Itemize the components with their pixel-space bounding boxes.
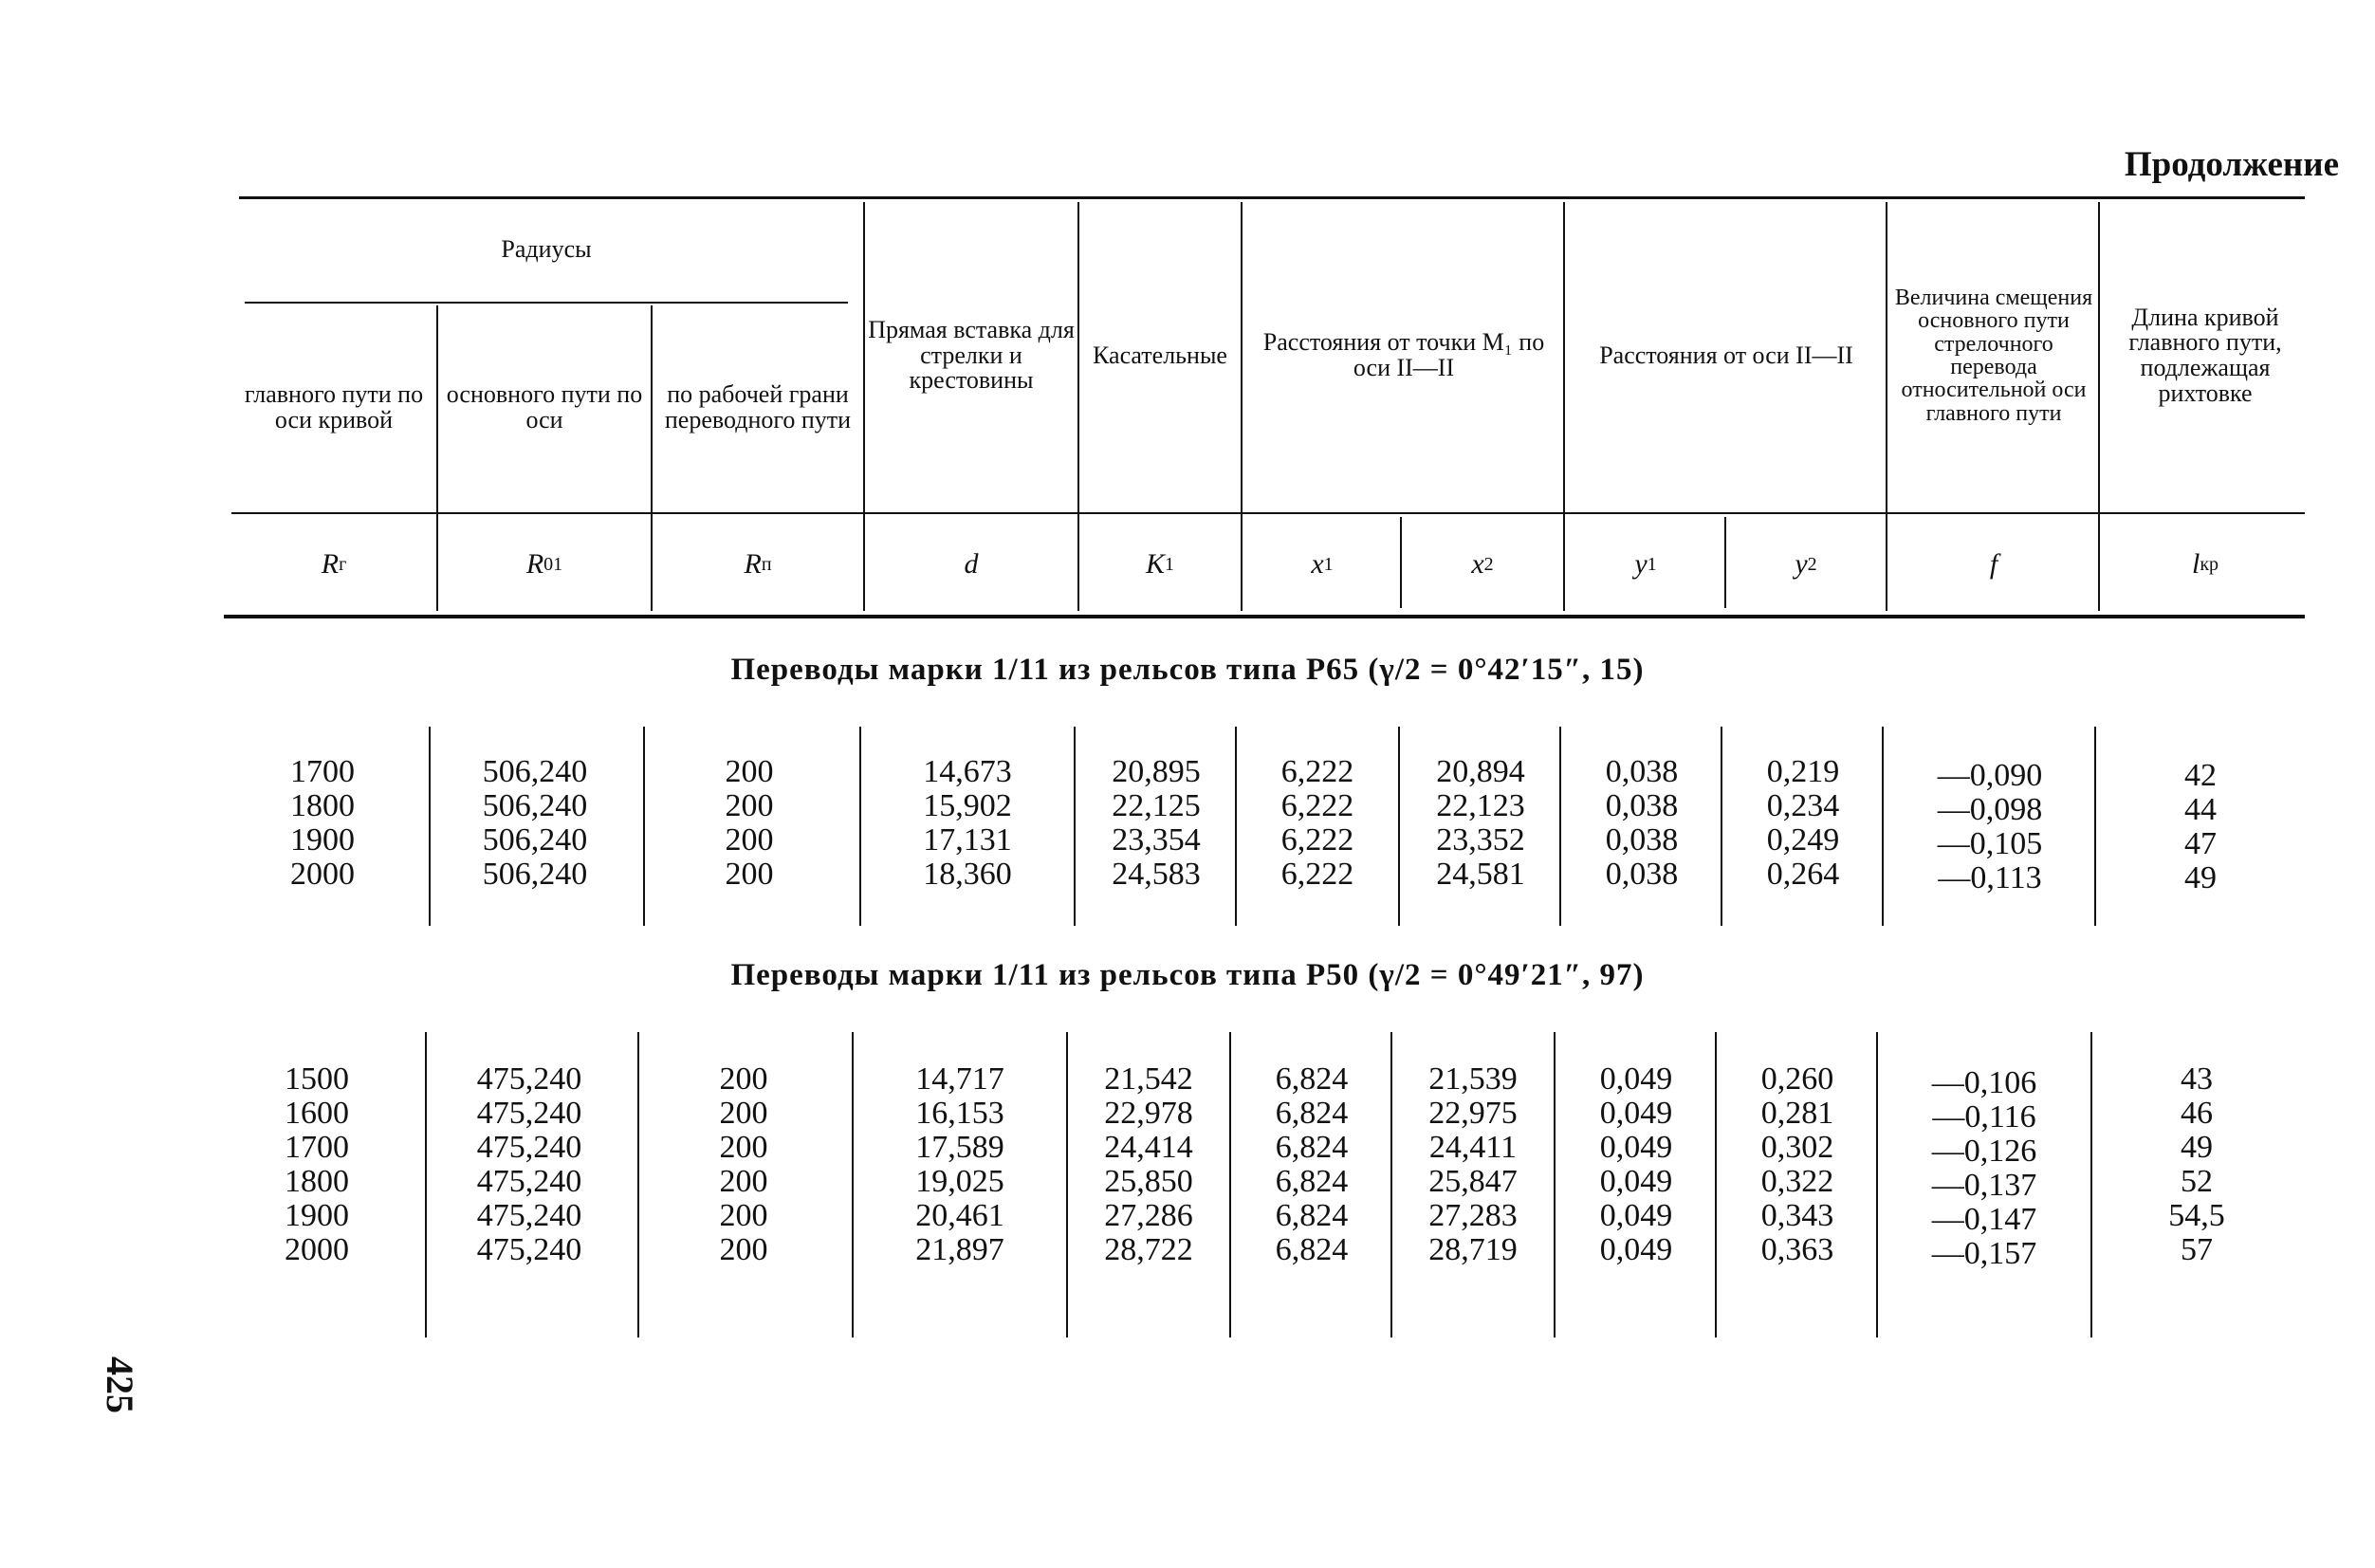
body-divider — [1715, 1032, 1717, 1337]
body-divider — [1066, 1032, 1068, 1337]
cell: —0,126 — [1931, 1134, 2037, 1169]
cell: 1700 — [290, 754, 355, 789]
table-header-bottom-rule — [224, 615, 2305, 618]
cell: 17,131 — [923, 822, 1012, 858]
cell: 27,286 — [1104, 1198, 1193, 1233]
page-number: 425 — [99, 1356, 141, 1413]
cell: 0,049 — [1599, 1130, 1673, 1165]
col-y2-p65 — [1724, 755, 1882, 892]
cell: 1900 — [290, 822, 355, 858]
body-divider — [1390, 1032, 1392, 1337]
cell: 0,219 — [1766, 754, 1840, 789]
cell: 20,461 — [915, 1198, 1004, 1233]
col-K1-p65 — [1077, 755, 1235, 892]
cell: 200 — [719, 1096, 768, 1131]
cell: 475,240 — [476, 1232, 582, 1267]
cell: 1800 — [290, 788, 355, 823]
header-divider — [651, 305, 653, 611]
col-x2-p65 — [1402, 755, 1559, 892]
cell: 6,824 — [1275, 1232, 1349, 1267]
cell: —0,090 — [1937, 758, 2043, 793]
symbol-y2: y 2 — [1795, 548, 1817, 580]
cell: 19,025 — [915, 1164, 1004, 1199]
symbol-y1: y 1 — [1634, 548, 1657, 580]
cell: 22,975 — [1428, 1096, 1518, 1131]
cell: 27,283 — [1428, 1198, 1518, 1233]
cell: 475,240 — [476, 1198, 582, 1233]
cell: —0,147 — [1931, 1202, 2037, 1237]
cell: 1600 — [285, 1096, 349, 1131]
cell: 43 — [2181, 1061, 2213, 1097]
cell: 0,049 — [1599, 1198, 1673, 1233]
cell: 52 — [2181, 1164, 2213, 1199]
col-y2-p50 — [1719, 1062, 1876, 1267]
col-R01-p65 — [440, 755, 630, 892]
header-working-edge-radius: по рабочей грани переводного пути — [664, 380, 852, 434]
cell: 1800 — [285, 1164, 349, 1199]
cell: 200 — [725, 754, 774, 789]
cell: 47 — [2184, 826, 2217, 861]
symbol-row-rule — [231, 512, 2305, 514]
cell: 0,249 — [1766, 822, 1840, 858]
cell: 2000 — [290, 857, 355, 892]
cell: 20,895 — [1112, 754, 1201, 789]
cell: 6,824 — [1275, 1198, 1349, 1233]
cell: 15,902 — [923, 788, 1012, 823]
body-divider — [852, 1032, 854, 1337]
body-divider — [1882, 727, 1884, 926]
symbol-d: d — [964, 548, 979, 580]
cell: 0,302 — [1760, 1130, 1834, 1165]
symbol-f: f — [1989, 548, 1998, 580]
col-y1-p65 — [1563, 755, 1721, 892]
cell: 1700 — [285, 1130, 349, 1165]
header-divider — [1724, 517, 1726, 608]
header-divider — [1563, 202, 1565, 611]
cell: 200 — [725, 788, 774, 823]
col-Rp-p50 — [649, 1062, 838, 1267]
col-R01-p50 — [434, 1062, 624, 1267]
cell: 46 — [2181, 1096, 2213, 1131]
cell: —0,113 — [1938, 860, 2042, 895]
header-radii: Радиусы — [501, 234, 592, 263]
header-offset: Величина смещения основного пути стрелочного перевода относительной оси главного пути — [1894, 285, 2093, 426]
cell: 6,824 — [1275, 1130, 1349, 1165]
body-divider — [425, 1032, 427, 1337]
cell: 6,824 — [1275, 1061, 1349, 1097]
cell: 0,049 — [1599, 1164, 1673, 1199]
header-base-path-radius: основного пути по оси — [446, 380, 643, 434]
cell: 0,281 — [1760, 1096, 1834, 1131]
symbol-x2: x 2 — [1471, 548, 1494, 580]
col-lkr-p50 — [2094, 1062, 2299, 1267]
cell: 6,222 — [1280, 857, 1354, 892]
cell: 24,411 — [1428, 1130, 1518, 1165]
continuation-label: Продолжение — [2124, 145, 2339, 184]
radii-group-rule — [245, 302, 848, 304]
cell: 28,719 — [1428, 1232, 1518, 1267]
cell: 23,352 — [1436, 822, 1525, 858]
cell: 0,049 — [1599, 1061, 1673, 1097]
cell: 200 — [719, 1061, 768, 1097]
cell: 475,240 — [476, 1130, 582, 1165]
body-divider — [429, 727, 431, 926]
symbol-K1: K 1 — [1145, 548, 1174, 580]
cell: 24,581 — [1436, 857, 1525, 892]
header-dist-from-axis: Расстояния от оси II—II — [1599, 341, 1853, 369]
cell: —0,105 — [1937, 826, 2043, 861]
cell: 22,978 — [1104, 1096, 1193, 1131]
cell: 6,222 — [1280, 788, 1354, 823]
section-title-p50: Переводы марки 1/11 из рельсов типа Р50 (γ/2 = 0°49′21″, 97) — [730, 958, 1645, 992]
cell: 506,240 — [482, 754, 588, 789]
cell: 0,049 — [1599, 1096, 1673, 1131]
col-x2-p50 — [1394, 1062, 1552, 1267]
symbol-lkr: l кр — [2191, 548, 2219, 580]
body-divider — [1235, 727, 1237, 926]
col-Rg-p65 — [247, 755, 398, 892]
header-tangents: Касательные — [1093, 341, 1227, 369]
cell: 475,240 — [476, 1096, 582, 1131]
col-lkr-p65 — [2098, 759, 2303, 895]
symbol-x1: x 1 — [1311, 548, 1334, 580]
cell: 200 — [719, 1164, 768, 1199]
cell: 17,589 — [915, 1130, 1004, 1165]
cell: 2000 — [285, 1232, 349, 1267]
header-curve-length: Длина кривой главного пути, подлежащая рихтовке — [2128, 303, 2282, 407]
cell: —0,137 — [1931, 1168, 2037, 1203]
header-divider — [2098, 202, 2100, 611]
cell: 200 — [719, 1232, 768, 1267]
cell: 506,240 — [482, 822, 588, 858]
col-Rp-p65 — [654, 755, 844, 892]
cell: 0,049 — [1599, 1232, 1673, 1267]
symbol-Rp: R п — [744, 548, 772, 580]
cell: 28,722 — [1104, 1232, 1193, 1267]
header-main-path-radius: главного пути по оси кривой — [244, 380, 424, 434]
cell: 44 — [2184, 792, 2217, 827]
cell: 475,240 — [476, 1061, 582, 1097]
col-x1-p65 — [1239, 755, 1396, 892]
cell: 0,363 — [1760, 1232, 1834, 1267]
cell: 49 — [2184, 860, 2217, 895]
body-divider — [1074, 727, 1076, 926]
header-divider — [1400, 517, 1402, 608]
header-divider — [863, 202, 865, 611]
cell: 23,354 — [1112, 822, 1201, 858]
col-x1-p50 — [1233, 1062, 1390, 1267]
cell: 0,038 — [1605, 822, 1679, 858]
cell: —0,106 — [1931, 1065, 2037, 1100]
cell: 49 — [2181, 1130, 2213, 1165]
symbol-R01: R 01 — [525, 548, 563, 580]
cell: 22,125 — [1112, 788, 1201, 823]
body-divider — [1398, 727, 1400, 926]
cell: 475,240 — [476, 1164, 582, 1199]
cell: 18,360 — [923, 857, 1012, 892]
cell: 0,038 — [1605, 788, 1679, 823]
section-title-p65: Переводы марки 1/11 из рельсов типа Р65 (γ/2 = 0°42′15″, 15) — [730, 653, 1645, 687]
cell: 21,897 — [915, 1232, 1004, 1267]
cell: 22,123 — [1436, 788, 1525, 823]
cell: 21,539 — [1428, 1061, 1518, 1097]
body-divider — [1554, 1032, 1556, 1337]
cell: 6,824 — [1275, 1164, 1349, 1199]
body-divider — [859, 727, 861, 926]
body-divider — [1559, 727, 1561, 926]
header-divider — [1077, 202, 1079, 611]
cell: —0,116 — [1932, 1099, 2036, 1134]
cell: 6,824 — [1275, 1096, 1349, 1131]
cell: 21,542 — [1104, 1061, 1193, 1097]
col-f-p50 — [1882, 1066, 2087, 1271]
col-K1-p50 — [1070, 1062, 1227, 1267]
body-divider — [2090, 1032, 2092, 1337]
header-divider — [436, 305, 438, 611]
cell: 24,414 — [1104, 1130, 1193, 1165]
table-top-rule — [239, 196, 2305, 199]
body-divider — [1876, 1032, 1878, 1337]
cell: 1500 — [285, 1061, 349, 1097]
body-divider — [643, 727, 645, 926]
cell: 0,322 — [1760, 1164, 1834, 1199]
col-Rg-p50 — [241, 1062, 393, 1267]
cell: 0,264 — [1766, 857, 1840, 892]
col-f-p65 — [1887, 759, 2092, 895]
cell: 25,847 — [1428, 1164, 1518, 1199]
cell: 0,038 — [1605, 754, 1679, 789]
header-divider — [1886, 202, 1887, 611]
symbol-Rg: R г — [321, 548, 347, 580]
cell: 24,583 — [1112, 857, 1201, 892]
cell: —0,157 — [1931, 1236, 2037, 1271]
cell: 57 — [2181, 1232, 2213, 1267]
cell: 14,717 — [915, 1061, 1004, 1097]
body-divider — [1229, 1032, 1231, 1337]
cell: 54,5 — [2168, 1198, 2225, 1233]
cell: 200 — [725, 822, 774, 858]
col-d-p50 — [865, 1062, 1055, 1267]
cell: 200 — [725, 857, 774, 892]
cell: 1900 — [285, 1198, 349, 1233]
cell: 14,673 — [923, 754, 1012, 789]
body-divider — [637, 1032, 639, 1337]
header-dist-from-point: Расстояния от точки M₁ по оси II—II — [1262, 328, 1545, 381]
cell: 0,234 — [1766, 788, 1840, 823]
body-divider — [2094, 727, 2096, 926]
cell: 506,240 — [482, 857, 588, 892]
cell: 200 — [719, 1198, 768, 1233]
header-divider — [1241, 202, 1243, 611]
cell: 506,240 — [482, 788, 588, 823]
cell: 6,222 — [1280, 754, 1354, 789]
body-divider — [1721, 727, 1722, 926]
col-d-p65 — [873, 755, 1062, 892]
cell: 0,260 — [1760, 1061, 1834, 1097]
cell: 42 — [2184, 758, 2217, 793]
cell: 20,894 — [1436, 754, 1525, 789]
cell: 200 — [719, 1130, 768, 1165]
header-straight-insert: Прямая вставка для стрелки и крестовины — [868, 316, 1075, 395]
cell: 16,153 — [915, 1096, 1004, 1131]
col-y1-p50 — [1557, 1062, 1715, 1267]
cell: 6,222 — [1280, 822, 1354, 858]
cell: —0,098 — [1937, 792, 2043, 827]
cell: 0,038 — [1605, 857, 1679, 892]
cell: 0,343 — [1760, 1198, 1834, 1233]
cell: 25,850 — [1104, 1164, 1193, 1199]
